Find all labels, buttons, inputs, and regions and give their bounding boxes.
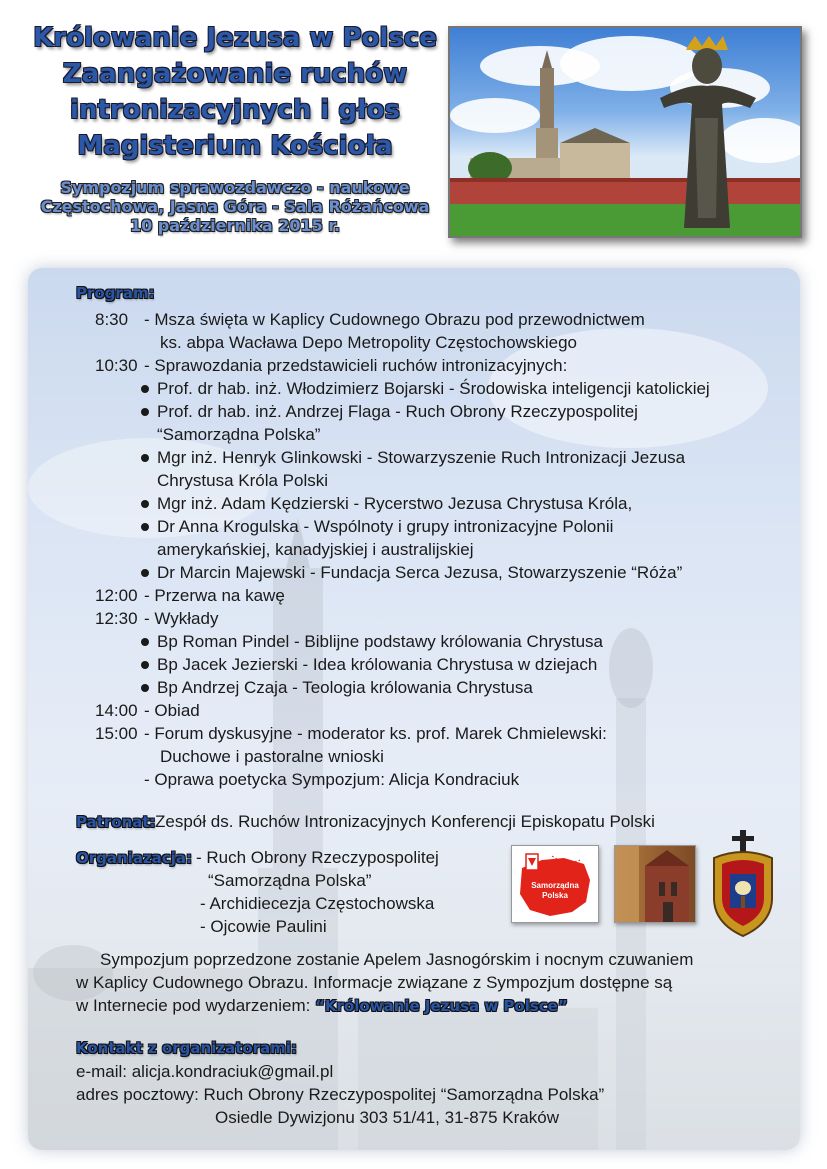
speaker-line: Mgr inż. Adam Kędzierski - Rycerstwo Jezusa Chrystusa Króla, xyxy=(157,494,633,513)
program-time: 8:30 xyxy=(95,310,129,329)
program-time: 15:00 xyxy=(95,724,138,743)
contact-email: e-mail: alicja.kondraciuk@gmail.pl xyxy=(76,1062,334,1081)
organizer-line-3: - Archidiecezja Częstochowska xyxy=(200,894,435,913)
archdiocese-cathedral-photo xyxy=(614,845,696,923)
speaker-line: Prof. dr hab. inż. Włodzimierz Bojarski - Środowiska inteligencji katolickiej xyxy=(157,379,710,398)
bullet-icon xyxy=(141,454,149,462)
program-item-line: - Msza święta w Kaplicy Cudownego Obrazu pod przewodnictwem xyxy=(144,310,645,329)
program-time: 12:30 xyxy=(95,609,138,628)
note-line-2: w Kaplicy Cudownego Obrazu. Informacje związane z Sympozjum dostępne są xyxy=(76,973,673,992)
program-item-line: ks. abpa Wacława Depo Metropolity Częstochowskiego xyxy=(160,333,578,352)
program-item-line: - Oprawa poetycka Sympozjum: Alicja Kondraciuk xyxy=(144,770,520,789)
note-line-3-prefix: w Internecie pod wydarzeniem: xyxy=(76,996,311,1015)
organizer-line-2: “Samorządna Polska” xyxy=(208,871,372,890)
logo-text-line-2: Polska xyxy=(542,891,568,900)
program-item-line: - Sprawozdania przedstawicieli ruchów intronizacyjnych: xyxy=(144,356,568,375)
contact-address-line-1: adres pocztowy: Ruch Obrony Rzeczypospolitej “Samorządna Polska” xyxy=(76,1085,605,1104)
title-line-2: Zaangażowanie ruchów xyxy=(62,59,408,89)
title-line-4: Magisterium Kościoła xyxy=(77,131,393,161)
speaker-line: Prof. dr hab. inż. Andrzej Flaga - Ruch Obrony Rzeczypospolitej xyxy=(157,402,638,421)
logo-text-line-1: Samorządna xyxy=(531,881,579,890)
jasna-gora-christ-king-photo xyxy=(448,26,802,238)
speaker-line: Bp Roman Pindel - Biblijne podstawy królowania Chrystusa xyxy=(157,632,603,651)
bullet-icon xyxy=(141,684,149,692)
organizacja-heading: Organiazacja: xyxy=(76,849,192,867)
title-line-3: intronizacyjnych i głos xyxy=(70,95,400,125)
bullet-icon xyxy=(141,500,149,508)
event-name-link[interactable]: “Królowanie Jezusa w Polsce” xyxy=(315,997,568,1015)
speaker-line: Bp Jacek Jezierski - Idea królowania Chrystusa w dziejach xyxy=(157,655,598,674)
organizer-line-4: - Ojcowie Paulini xyxy=(200,917,327,936)
monastery-and-statue-illustration xyxy=(450,28,800,236)
bullet-icon xyxy=(141,569,149,577)
program-panel xyxy=(28,268,800,1150)
cathedral-icon xyxy=(615,846,695,922)
program-item-line: - Obiad xyxy=(144,701,200,720)
samorzadna-polska-logo xyxy=(511,845,599,923)
speaker-line: Chrystusa Króla Polski xyxy=(157,471,329,490)
program-time: 12:00 xyxy=(95,586,138,605)
subtitle-line-3: 10 października 2015 r. xyxy=(129,216,341,235)
program-item-line: Duchowe i pastoralne wnioski xyxy=(160,747,384,766)
speaker-line: amerykańskiej, kanadyjskiej i australijskiej xyxy=(157,540,474,559)
title-line-1: Królowanie Jezusa w Polsce xyxy=(33,23,437,53)
event-subtitle xyxy=(30,178,440,235)
page-title xyxy=(30,20,440,164)
subtitle-line-1: Sympozjum sprawozdawczo - naukowe xyxy=(60,178,410,197)
program-time: 14:00 xyxy=(95,701,138,720)
kontakt-heading: Kontakt z organizatorami: xyxy=(76,1039,297,1057)
program-item-line: - Przerwa na kawę xyxy=(144,586,285,605)
bullet-icon xyxy=(141,408,149,416)
bullet-icon xyxy=(141,638,149,646)
speaker-line: Bp Andrzej Czaja - Teologia królowania Chrystusa xyxy=(157,678,533,697)
organizer-line-1: - Ruch Obrony Rzeczypospolitej xyxy=(196,848,439,867)
note-line-1: Sympozjum poprzedzone zostanie Apelem Jasnogórskim i nocnym czuwaniem xyxy=(100,950,694,969)
contact-address-line-2: Osiedle Dywizjonu 303 51/41, 31-875 Kraków xyxy=(215,1108,559,1127)
speaker-line: Dr Marcin Majewski - Fundacja Serca Jezusa, Stowarzyszenie “Róża” xyxy=(157,563,683,582)
program-item-line: - Wykłady xyxy=(144,609,219,628)
bullet-icon xyxy=(141,523,149,531)
program-heading: Program: xyxy=(76,284,155,302)
subtitle-line-2: Częstochowa, Jasna Góra - Sala Różańcowa xyxy=(40,197,430,216)
patronat-heading: Patronat: xyxy=(76,813,156,831)
bullet-icon xyxy=(141,661,149,669)
program-time: 10:30 xyxy=(95,356,138,375)
note-line-3 xyxy=(76,995,568,1017)
program-item-line: - Forum dyskusyjne - moderator ks. prof. Marek Chmielewski: xyxy=(144,724,607,743)
bullet-icon xyxy=(141,385,149,393)
speaker-line: Dr Anna Krogulska - Wspólnoty i grupy intronizacyjne Polonii xyxy=(157,517,614,536)
program-content xyxy=(28,268,800,1150)
speaker-line: Mgr inż. Henryk Glinkowski - Stowarzyszenie Ruch Intronizacji Jezusa xyxy=(157,448,686,467)
speaker-line: “Samorządna Polska” xyxy=(157,425,321,444)
paulini-coat-of-arms-icon xyxy=(708,828,778,938)
patronat-text: Zespół ds. Ruchów Intronizacyjnych Konferencji Episkopatu Polski xyxy=(155,812,655,831)
